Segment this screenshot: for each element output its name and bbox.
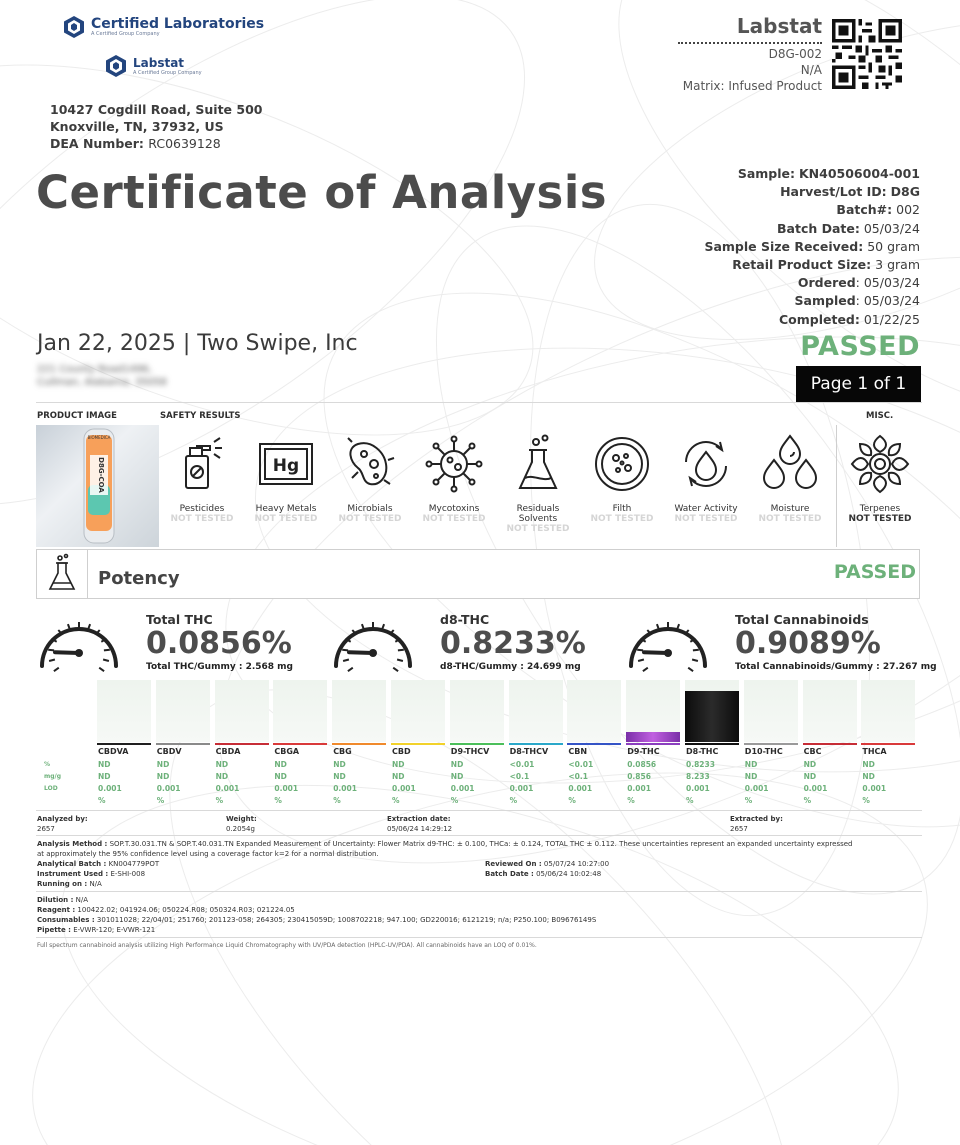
safety-results-label: SAFETY RESULTS (160, 411, 241, 421)
sample-info-row (704, 238, 920, 256)
gauge-value: 0.0856% (146, 626, 292, 661)
column-color-line (803, 743, 857, 745)
virus-icon (422, 432, 486, 496)
status-badge: PASSED (800, 331, 920, 362)
address-line2: Knoxville, TN, 37932, US (50, 119, 224, 134)
gauge-value: 0.8233% (440, 626, 586, 661)
safety-item (412, 432, 496, 524)
column-unit: % (215, 796, 224, 805)
gauge-label: d8-THC (440, 612, 490, 627)
column-color-line (509, 743, 563, 745)
sample-info-label: Harvest/Lot ID: (780, 184, 887, 200)
hg-symbol: Hg (272, 456, 300, 476)
column-mgg: 0.856 (627, 772, 651, 781)
logo-primary-sub: A Certified Group Company (91, 31, 160, 37)
hexagon-logo-icon (62, 15, 86, 39)
column-pct: ND (274, 760, 287, 769)
misc-label: MISC. (866, 411, 894, 421)
safety-name: Water Activity (674, 504, 738, 514)
column-pct: ND (215, 760, 229, 769)
running-on: Running on : N/A (37, 880, 102, 888)
sample-info-row (704, 201, 920, 219)
column-name: D8-THCV (509, 747, 549, 756)
sample-info-value: 002 (896, 202, 920, 218)
column-mgg: ND (392, 772, 405, 781)
column-pct: ND (392, 760, 405, 769)
droplets-icon (758, 432, 822, 496)
spray-bottle-icon (170, 432, 234, 496)
sample-info-row (704, 220, 920, 238)
sample-info-row (704, 165, 920, 183)
tube-label: D8G-COA (97, 457, 105, 493)
column-mgg: ND (744, 772, 758, 781)
extracted-by: Extracted by: 2657 (730, 815, 783, 833)
logo-primary-name: Certified Laboratories (91, 16, 265, 32)
sample-info-label: Sampled (794, 293, 856, 309)
row-label: mg/g (44, 773, 62, 780)
column-color-line (156, 743, 210, 745)
gauge-icon (330, 608, 416, 674)
column-pct: ND (803, 760, 817, 769)
column-lod: 0.001 (686, 784, 710, 793)
flower-icon (848, 432, 912, 496)
flask-icon (506, 432, 570, 496)
gauge-sub: Total Cannabinoids/Gummy : 27.267 mg (735, 662, 937, 672)
safety-status: NOT TESTED (338, 514, 402, 524)
column-unit: % (156, 796, 165, 805)
column-unit: % (98, 796, 106, 805)
hg-element-icon (254, 432, 318, 496)
sample-info-row (704, 274, 920, 292)
hexagon-logo-icon (104, 54, 128, 78)
row-label: LOD (44, 785, 58, 792)
sample-info-label: Completed: (778, 311, 860, 327)
column-name: D9-THC (627, 747, 660, 756)
column-unit: % (274, 796, 282, 805)
safety-item (664, 432, 748, 524)
safety-name: Heavy Metals (255, 504, 317, 514)
flask-icon (36, 549, 88, 599)
safety-status: NOT TESTED (422, 514, 486, 524)
sample-info-label: Batch#: (836, 202, 893, 218)
address-line1: 10427 Cogdill Road, Suite 500 (50, 102, 263, 117)
column-pct: ND (862, 760, 875, 769)
column-bar-bg (156, 680, 210, 742)
column-name: CBDVA (98, 747, 129, 756)
column-lod: 0.001 (98, 784, 122, 793)
sample-info-label: Sample Size Received: (704, 238, 864, 254)
sample-info-row (704, 292, 920, 310)
misc-status: NOT TESTED (848, 514, 912, 524)
sample-info-value: 50 gram (867, 238, 920, 254)
column-mgg: ND (274, 772, 287, 781)
column-bar-bg (332, 680, 386, 742)
petri-dish-icon (590, 432, 654, 496)
column-lod: 0.001 (627, 784, 651, 793)
safety-name: Microbials (347, 504, 393, 514)
column-mgg: <0.1 (509, 772, 530, 781)
column-color-line (215, 743, 269, 745)
column-lod: 0.001 (450, 784, 475, 793)
gauge-label: Total Cannabinoids (735, 612, 869, 627)
dea-value: RC0639128 (148, 136, 221, 151)
consumables: Consumables : 301011028; 22/04/01; 251760; 201123-058; 264305; 230415059D; 1008702218; 947.100; GD220016; 6121219; n/a; P250.100; B09676149S (37, 916, 597, 924)
column-lod: 0.001 (392, 784, 416, 793)
analysis-method: Analysis Method : SOP.T.30.031.TN & SOP.T.40.031.TN Expanded Measurement of Uncertainty: Flower Matrix d9-THC: ± 0.100, THCa: ± 0.124, TOTAL THC ± 0.112. These uncertainties represent an expanded uncertainty expressed at approximately the 95% confidence level using a coverage factor k=2 for a normal distribution. (37, 840, 853, 858)
column-lod: 0.001 (744, 784, 769, 793)
misc-name: Terpenes (859, 504, 901, 514)
column-bar-fill (626, 732, 680, 742)
column-pct: 0.8233 (686, 760, 715, 769)
column-unit: % (509, 796, 518, 805)
column-name: D10-THC (744, 747, 783, 756)
gauge-sub: d8-THC/Gummy : 24.699 mg (440, 662, 581, 672)
analyzed-by: Analyzed by: 2657 (37, 815, 88, 833)
sample-info-label: Batch Date: (777, 220, 860, 236)
tube-top-label: BIOMEDICA (87, 435, 111, 440)
column-unit: % (333, 796, 341, 805)
gauge-icon (625, 608, 711, 674)
safety-name: Filth (612, 504, 632, 514)
logo-secondary-name: Labstat (133, 56, 185, 70)
column-mgg: 8.233 (686, 772, 710, 781)
potency-status: PASSED (833, 561, 916, 583)
sample-info-row (704, 256, 920, 274)
column-lod: 0.001 (862, 784, 887, 793)
safety-status: NOT TESTED (590, 514, 654, 524)
safety-item (244, 432, 328, 524)
column-unit: % (568, 796, 576, 805)
sample-info-row (704, 311, 920, 329)
certified-laboratories-logo (62, 15, 264, 39)
column-bar-bg (509, 680, 563, 742)
reviewed-on: Reviewed On : 05/07/24 10:27:00 (485, 860, 610, 868)
safety-name: Residuals Solvents (516, 504, 560, 524)
client-line: Jan 22, 2025 | Two Swipe, Inc (37, 331, 358, 356)
page-indicator: Page 1 of 1 (796, 366, 921, 402)
safety-item (328, 432, 412, 524)
safety-status: NOT TESTED (170, 514, 234, 524)
column-bar-bg (861, 680, 915, 742)
safety-status: NOT TESTED (506, 524, 570, 534)
column-lod: 0.001 (215, 784, 240, 793)
safety-status: NOT TESTED (758, 514, 822, 524)
column-bar-bg (450, 680, 504, 742)
column-unit: % (744, 796, 753, 805)
column-color-line (861, 743, 915, 745)
column-pct: ND (98, 760, 111, 769)
column-lod: 0.001 (274, 784, 299, 793)
dea-label: DEA Number: (50, 136, 144, 151)
client-address: 221 County Road1496, Cullman, Alabama, 35058 (37, 364, 167, 388)
column-name: CBDA (215, 747, 241, 756)
column-color-line (685, 743, 739, 745)
safety-item (160, 432, 244, 524)
column-bar-bg (273, 680, 327, 742)
column-name: CBN (568, 747, 588, 756)
column-name: D9-THCV (450, 747, 490, 756)
potency-label: Potency (98, 568, 180, 589)
footnote: Full spectrum cannabinoid analysis utilizing High Performance Liquid Chromatography with UV/PDA detection (HPLC-UV/PDA). All cannabinoids have an LOQ of 0.01%. (37, 942, 537, 949)
column-name: CBG (333, 747, 352, 756)
safety-name: Moisture (770, 504, 810, 514)
column-unit: % (686, 796, 694, 805)
sample-info-value: 3 gram (875, 257, 920, 273)
column-bar-fill (685, 691, 739, 742)
column-lod: 0.001 (568, 784, 593, 793)
safety-name: Mycotoxins (428, 504, 480, 514)
sample-info-value: KN40506004-001 (798, 166, 920, 181)
weight: Weight: 0.2054g (226, 815, 257, 833)
sample-info-label: Retail Product Size: (732, 257, 872, 273)
sample-info-value: : 05/03/24 (855, 293, 920, 309)
column-mgg: ND (215, 772, 229, 781)
sample-info-value: D8G (890, 184, 920, 200)
reagent: Reagent : 100422.02; 041924.06; 050224.R08; 050324.R03; 021224.05 (37, 906, 295, 914)
column-pct: ND (333, 760, 346, 769)
column-mgg: ND (98, 772, 111, 781)
product-image (36, 425, 159, 547)
column-color-line (391, 743, 445, 745)
column-mgg: ND (803, 772, 817, 781)
column-name: CBC (803, 747, 822, 756)
gauge-value: 0.9089% (735, 626, 881, 661)
column-lod: 0.001 (333, 784, 357, 793)
column-unit: % (450, 796, 459, 805)
logo-secondary-sub: A Certified Group Company (133, 70, 202, 76)
column-color-line (273, 743, 327, 745)
column-bar-bg (744, 680, 798, 742)
microbe-icon (338, 432, 402, 496)
water-cycle-icon (674, 432, 738, 496)
sample-info (704, 165, 920, 329)
column-unit: % (627, 796, 635, 805)
column-lod: 0.001 (509, 784, 534, 793)
lab-name: Labstat (736, 14, 822, 38)
instrument-used: Instrument Used : E-SHI-008 (37, 870, 146, 878)
column-bar-bg (215, 680, 269, 742)
column-color-line (744, 743, 798, 745)
column-mgg: ND (862, 772, 875, 781)
safety-status: NOT TESTED (674, 514, 738, 524)
column-color-line (97, 743, 151, 745)
column-name: THCA (862, 747, 887, 756)
column-pct: ND (450, 760, 464, 769)
column-mgg: ND (156, 772, 170, 781)
column-mgg: ND (450, 772, 464, 781)
column-bar-bg (97, 680, 151, 742)
gauge-icon (36, 608, 122, 674)
column-color-line (626, 743, 680, 745)
pipette: Pipette : E-VWR-120; E-VWR-121 (37, 926, 156, 934)
product-image-label: PRODUCT IMAGE (37, 411, 117, 421)
sample-info-value: : 05/03/24 (855, 275, 920, 291)
analytical-batch: Analytical Batch : KN004779POT (37, 860, 160, 868)
dilution: Dilution : N/A (37, 896, 88, 904)
column-pct: <0.01 (568, 760, 594, 769)
lab-info (678, 14, 822, 94)
safety-status: NOT TESTED (254, 514, 318, 524)
column-unit: % (803, 796, 812, 805)
column-mgg: <0.1 (568, 772, 588, 781)
page-title: Certificate of Analysis (36, 166, 608, 219)
row-label: % (44, 761, 51, 768)
column-name: CBDV (156, 747, 182, 756)
misc-terpenes (838, 432, 922, 524)
labstat-logo (104, 54, 202, 78)
column-color-line (567, 743, 621, 745)
qr-code-icon[interactable] (832, 19, 902, 89)
column-lod: 0.001 (156, 784, 181, 793)
product-tube-icon (36, 425, 159, 547)
sample-info-value: 01/22/25 (863, 311, 920, 327)
sample-info-value: 05/03/24 (863, 220, 920, 236)
column-name: CBGA (274, 747, 300, 756)
gauge-label: Total THC (146, 612, 213, 627)
na-value: N/A (800, 63, 822, 77)
column-pct: 0.0856 (627, 760, 657, 769)
product-code: D8G-002 (768, 47, 822, 61)
safety-name: Pesticides (179, 504, 225, 514)
matrix: Matrix: Infused Product (682, 79, 822, 93)
sample-info-row (704, 183, 920, 201)
gauge-sub: Total THC/Gummy : 2.568 mg (146, 662, 293, 672)
sample-info-label: Ordered (797, 275, 856, 291)
column-bar-bg (567, 680, 621, 742)
column-pct: <0.01 (509, 760, 535, 769)
batch-date: Batch Date : 05/06/24 10:02:48 (485, 870, 602, 878)
column-lod: 0.001 (803, 784, 828, 793)
column-mgg: ND (333, 772, 346, 781)
column-color-line (332, 743, 386, 745)
column-bar-bg (803, 680, 857, 742)
sample-info-label: Sample: (737, 166, 795, 181)
column-name: CBD (392, 747, 411, 756)
safety-item (496, 432, 580, 534)
column-pct: ND (156, 760, 170, 769)
column-name: D8-THC (686, 747, 719, 756)
lab-address (50, 101, 262, 152)
column-unit: % (862, 796, 870, 805)
safety-item (748, 432, 832, 524)
extraction-date: Extraction date: 05/06/24 14:29:12 (387, 815, 453, 833)
column-bar-bg (391, 680, 445, 742)
safety-item (580, 432, 664, 524)
column-color-line (450, 743, 504, 745)
column-pct: ND (744, 760, 758, 769)
column-unit: % (392, 796, 400, 805)
